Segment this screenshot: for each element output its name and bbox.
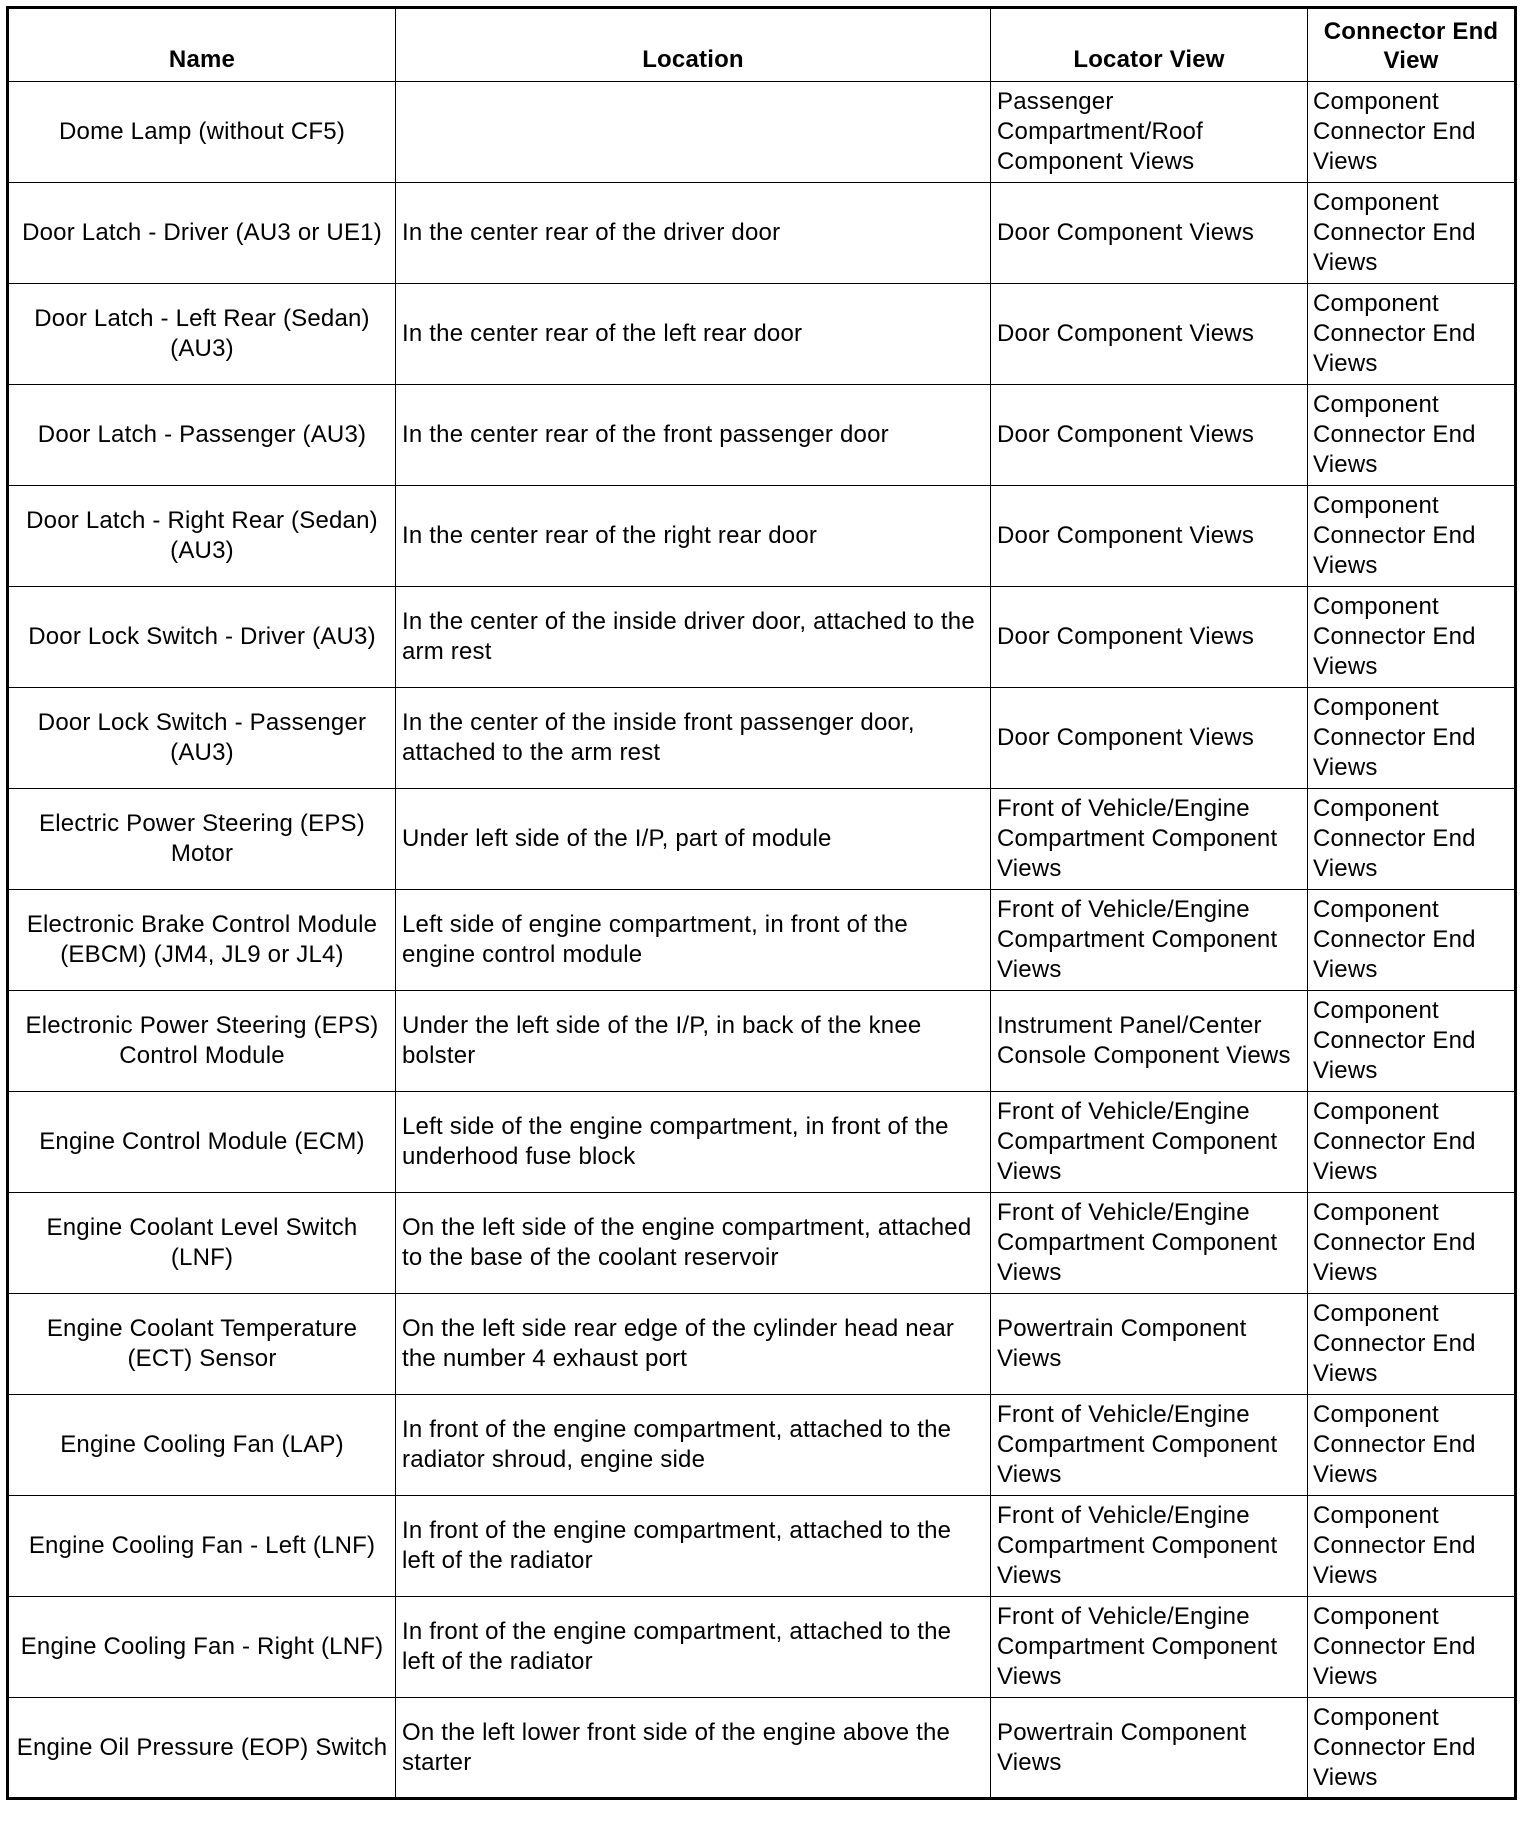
- name-cell: Engine Cooling Fan - Left (LNF): [8, 1496, 396, 1597]
- name-cell: Door Latch - Passenger (AU3): [8, 385, 396, 486]
- name-cell: Engine Coolant Level Switch (LNF): [8, 1193, 396, 1294]
- location-cell: In the center rear of the left rear door: [396, 284, 991, 385]
- table-row: [8, 1496, 1516, 1597]
- location-cell: On the left side of the engine compartment, attached to the base of the coolant reservoir: [396, 1193, 991, 1294]
- table-row: [8, 688, 1516, 789]
- table-row: [8, 991, 1516, 1092]
- location-cell: In the center of the inside driver door, attached to the arm rest: [396, 587, 991, 688]
- table-row: [8, 1294, 1516, 1395]
- location-cell: On the left lower front side of the engine above the starter: [396, 1698, 991, 1799]
- locator-view-cell: Door Component Views: [991, 688, 1308, 789]
- locator-view-cell: Powertrain Component Views: [991, 1294, 1308, 1395]
- name-cell: Engine Coolant Temperature (ECT) Sensor: [8, 1294, 396, 1395]
- header-name: Name: [8, 8, 396, 82]
- component-locator-table: [6, 6, 1517, 1800]
- connector-end-view-cell: Component Connector End Views: [1308, 991, 1516, 1092]
- name-cell: Door Lock Switch - Passenger (AU3): [8, 688, 396, 789]
- connector-end-view-cell: Component Connector End Views: [1308, 890, 1516, 991]
- locator-view-cell: Front of Vehicle/Engine Compartment Component Views: [991, 890, 1308, 991]
- name-cell: Electric Power Steering (EPS) Motor: [8, 789, 396, 890]
- name-cell: Dome Lamp (without CF5): [8, 82, 396, 183]
- table-row: [8, 587, 1516, 688]
- name-cell: Door Latch - Left Rear (Sedan) (AU3): [8, 284, 396, 385]
- table-row: [8, 486, 1516, 587]
- header-row: [8, 8, 1516, 82]
- location-cell: In the center of the inside front passenger door, attached to the arm rest: [396, 688, 991, 789]
- location-cell: In the center rear of the driver door: [396, 183, 991, 284]
- locator-view-cell: Front of Vehicle/Engine Compartment Component Views: [991, 1597, 1308, 1698]
- locator-view-cell: Door Component Views: [991, 183, 1308, 284]
- locator-view-cell: Instrument Panel/Center Console Component Views: [991, 991, 1308, 1092]
- header-connector-end-view: Connector End View: [1308, 8, 1516, 82]
- location-cell: In front of the engine compartment, attached to the left of the radiator: [396, 1597, 991, 1698]
- locator-view-cell: Front of Vehicle/Engine Compartment Component Views: [991, 1496, 1308, 1597]
- connector-end-view-cell: Component Connector End Views: [1308, 1395, 1516, 1496]
- table-row: [8, 284, 1516, 385]
- locator-view-cell: Passenger Compartment/Roof Component Views: [991, 82, 1308, 183]
- connector-end-view-cell: Component Connector End Views: [1308, 1092, 1516, 1193]
- table-row: [8, 1597, 1516, 1698]
- name-cell: Engine Oil Pressure (EOP) Switch: [8, 1698, 396, 1799]
- name-cell: Door Latch - Right Rear (Sedan) (AU3): [8, 486, 396, 587]
- name-cell: Electronic Brake Control Module (EBCM) (JM4, JL9 or JL4): [8, 890, 396, 991]
- connector-end-view-cell: Component Connector End Views: [1308, 1294, 1516, 1395]
- locator-view-cell: Front of Vehicle/Engine Compartment Component Views: [991, 1193, 1308, 1294]
- table-row: [8, 1395, 1516, 1496]
- location-cell: Left side of the engine compartment, in front of the underhood fuse block: [396, 1092, 991, 1193]
- name-cell: Engine Control Module (ECM): [8, 1092, 396, 1193]
- connector-end-view-cell: Component Connector End Views: [1308, 789, 1516, 890]
- locator-view-cell: Door Component Views: [991, 284, 1308, 385]
- location-cell: Left side of engine compartment, in front of the engine control module: [396, 890, 991, 991]
- locator-view-cell: Powertrain Component Views: [991, 1698, 1308, 1799]
- table-row: [8, 1698, 1516, 1799]
- location-cell: In the center rear of the front passenger door: [396, 385, 991, 486]
- connector-end-view-cell: Component Connector End Views: [1308, 284, 1516, 385]
- table-row: [8, 789, 1516, 890]
- connector-end-view-cell: Component Connector End Views: [1308, 1698, 1516, 1799]
- table-row: [8, 183, 1516, 284]
- locator-view-cell: Door Component Views: [991, 486, 1308, 587]
- name-cell: Door Latch - Driver (AU3 or UE1): [8, 183, 396, 284]
- location-cell: On the left side rear edge of the cylinder head near the number 4 exhaust port: [396, 1294, 991, 1395]
- header-location: Location: [396, 8, 991, 82]
- connector-end-view-cell: Component Connector End Views: [1308, 1496, 1516, 1597]
- connector-end-view-cell: Component Connector End Views: [1308, 183, 1516, 284]
- connector-end-view-cell: Component Connector End Views: [1308, 385, 1516, 486]
- location-cell: [396, 82, 991, 183]
- table-header: [8, 8, 1516, 82]
- location-cell: In the center rear of the right rear door: [396, 486, 991, 587]
- table-row: [8, 385, 1516, 486]
- name-cell: Electronic Power Steering (EPS) Control Module: [8, 991, 396, 1092]
- locator-view-cell: Door Component Views: [991, 385, 1308, 486]
- connector-end-view-cell: Component Connector End Views: [1308, 1597, 1516, 1698]
- header-locator-view: Locator View: [991, 8, 1308, 82]
- connector-end-view-cell: Component Connector End Views: [1308, 486, 1516, 587]
- name-cell: Engine Cooling Fan (LAP): [8, 1395, 396, 1496]
- table-body: [8, 82, 1516, 1799]
- location-cell: Under the left side of the I/P, in back of the knee bolster: [396, 991, 991, 1092]
- connector-end-view-cell: Component Connector End Views: [1308, 1193, 1516, 1294]
- locator-view-cell: Front of Vehicle/Engine Compartment Component Views: [991, 1395, 1308, 1496]
- table-row: [8, 1092, 1516, 1193]
- table-row: [8, 890, 1516, 991]
- location-cell: In front of the engine compartment, attached to the radiator shroud, engine side: [396, 1395, 991, 1496]
- location-cell: Under left side of the I/P, part of module: [396, 789, 991, 890]
- location-cell: In front of the engine compartment, attached to the left of the radiator: [396, 1496, 991, 1597]
- locator-view-cell: Front of Vehicle/Engine Compartment Component Views: [991, 1092, 1308, 1193]
- locator-view-cell: Door Component Views: [991, 587, 1308, 688]
- connector-end-view-cell: Component Connector End Views: [1308, 587, 1516, 688]
- connector-end-view-cell: Component Connector End Views: [1308, 82, 1516, 183]
- name-cell: Door Lock Switch - Driver (AU3): [8, 587, 396, 688]
- locator-view-cell: Front of Vehicle/Engine Compartment Component Views: [991, 789, 1308, 890]
- connector-end-view-cell: Component Connector End Views: [1308, 688, 1516, 789]
- table-row: [8, 1193, 1516, 1294]
- table-row: [8, 82, 1516, 183]
- name-cell: Engine Cooling Fan - Right (LNF): [8, 1597, 396, 1698]
